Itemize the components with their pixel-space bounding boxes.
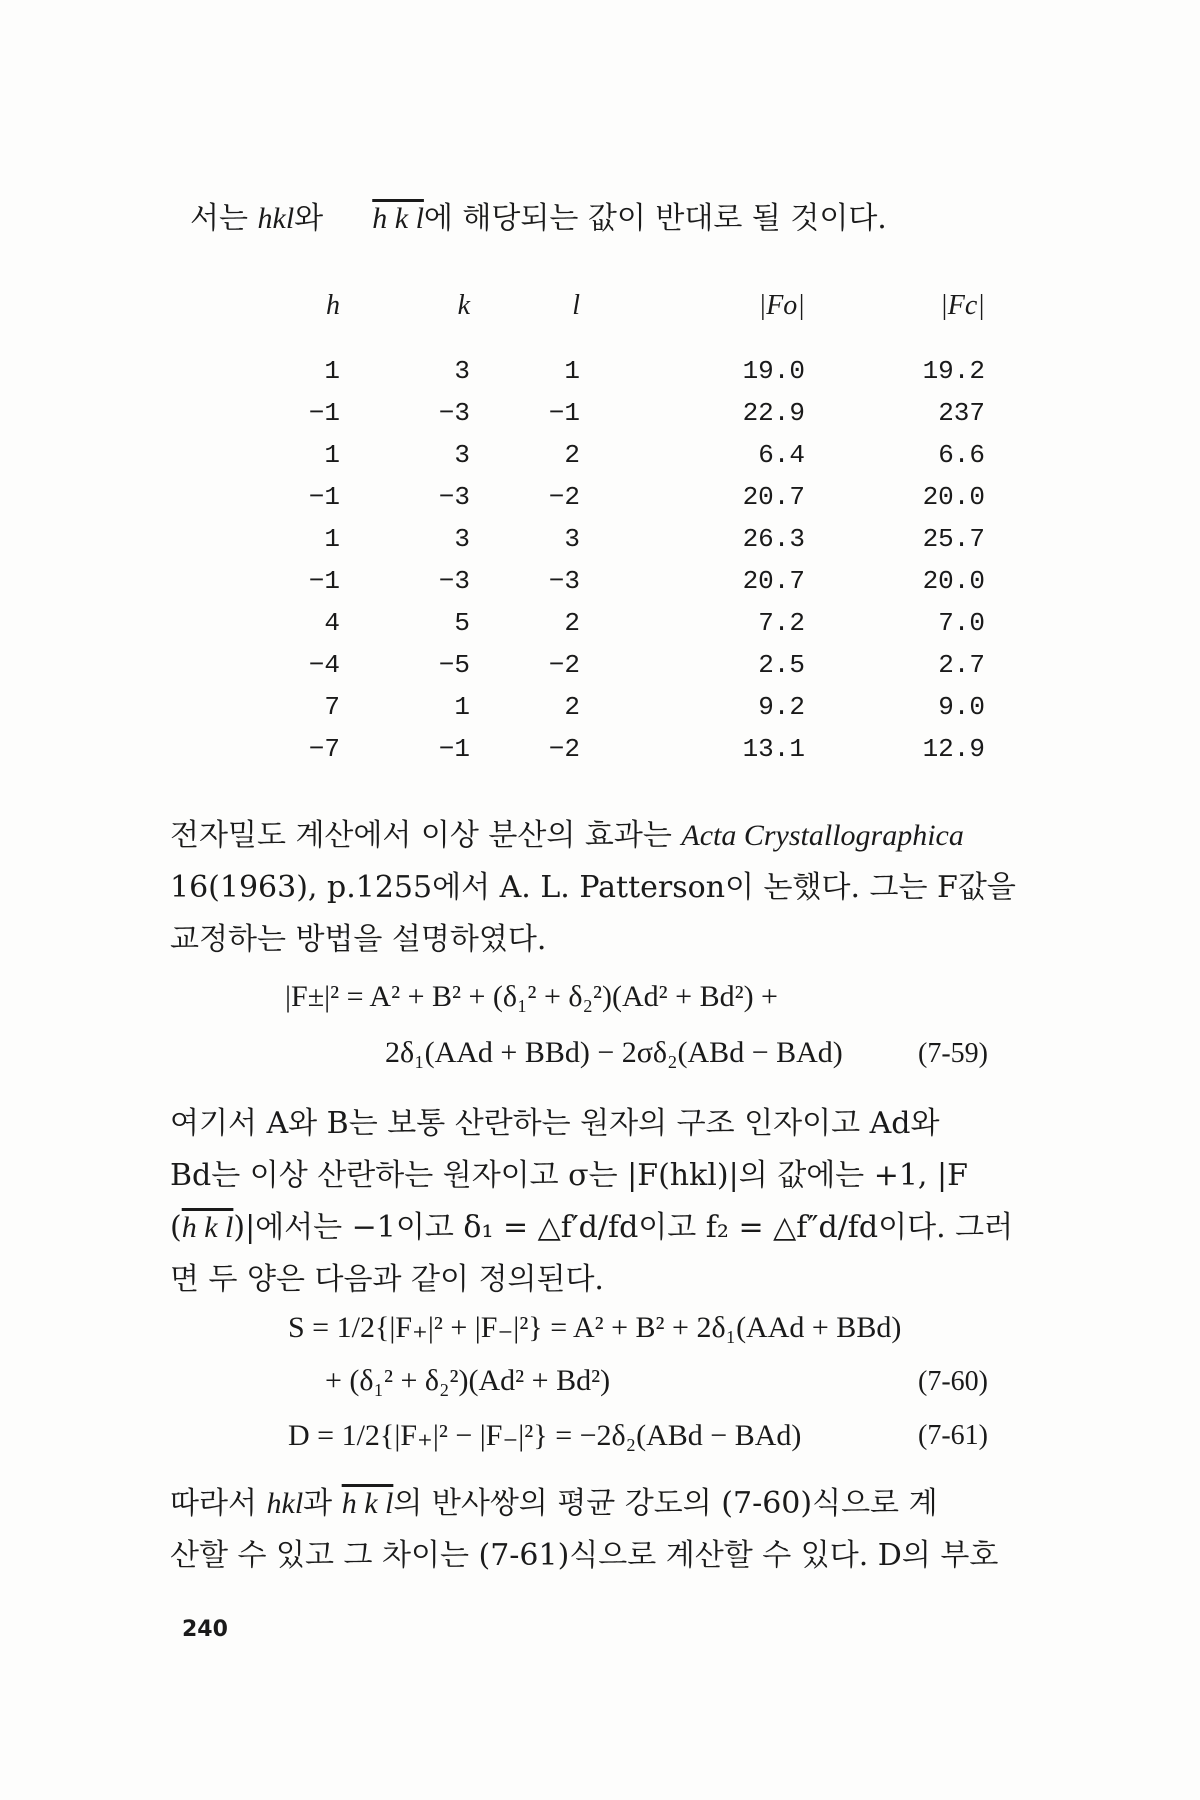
cell-l: 2	[564, 692, 580, 722]
header-fc: |Fc|	[940, 290, 985, 321]
para3-line2: 산할 수 있고 그 차이는 (7-61)식으로 계산할 수 있다. D의 부호	[170, 1538, 999, 1573]
table-row	[280, 686, 985, 728]
para1-line2: 16(1963), p.1255에서 A. L. Patterson이 논했다. 그는 F값을	[170, 870, 1016, 905]
cell-h: 1	[324, 440, 340, 470]
cell-k: −3	[438, 566, 470, 596]
header-l: l	[572, 290, 580, 321]
cell-fo: 9.2	[758, 692, 805, 722]
cell-fc: 20.0	[922, 482, 985, 512]
cell-fc: 2.7	[938, 650, 985, 680]
cell-l: −3	[548, 566, 580, 596]
intro-text-1: 서는	[190, 201, 248, 236]
cell-l: −2	[548, 482, 580, 512]
header-k: k	[457, 290, 470, 321]
intro-line	[190, 193, 887, 237]
paragraph-anomalous-dispersion	[170, 810, 1030, 966]
header-fo: |Fo|	[758, 290, 805, 321]
cell-fc: 12.9	[922, 734, 985, 764]
cell-l: 1	[564, 356, 580, 386]
equation-7-60-line2: + (δ₁² + δ₂²)(Ad² + Bd²)	[325, 1364, 611, 1397]
equation-7-59-line1: |F±|² = A² + B² + (δ₁² + δ₂²)(Ad² + Bd²) +	[285, 980, 778, 1013]
cell-k: −3	[438, 482, 470, 512]
para2-hkl-bar: h k l	[181, 1211, 234, 1244]
equation-number-7-60: (7-60)	[918, 1366, 988, 1397]
cell-h: 4	[324, 608, 340, 638]
cell-h: −4	[308, 650, 340, 680]
cell-h: 1	[324, 524, 340, 554]
cell-fo: 7.2	[758, 608, 805, 638]
equation-7-61-line1: D = 1/2{|F₊|² − |F₋|²} = −2δ₂(ABd − BAd)	[288, 1419, 802, 1452]
table-row	[280, 518, 985, 560]
equation-7-60-line1: S = 1/2{|F₊|² + |F₋|²} = A² + B² + 2δ₁(AAd + BBd)	[288, 1311, 902, 1344]
intro-hkl-bar: h k l	[372, 202, 424, 235]
cell-fo: 26.3	[742, 524, 805, 554]
cell-k: 3	[454, 356, 470, 386]
reflection-table	[280, 290, 985, 770]
paragraph-definitions	[170, 1098, 1030, 1306]
cell-h: −7	[308, 734, 340, 764]
cell-h: −1	[308, 566, 340, 596]
journal-title: Acta Crystallographica	[681, 819, 964, 852]
para3-line1: 따라서 hkl과 h k l의 반사쌍의 평균 강도의 (7-60)식으로 계	[170, 1486, 938, 1521]
table-row	[280, 434, 985, 476]
cell-k: 1	[454, 692, 470, 722]
para1-line1: 전자밀도 계산에서 이상 분산의 효과는 Acta Crystallographica	[170, 818, 964, 853]
cell-fo: 22.9	[742, 398, 805, 428]
para1-line3: 교정하는 방법을 설명하였다.	[170, 922, 547, 957]
cell-fo: 19.0	[742, 356, 805, 386]
table-row	[280, 728, 985, 770]
cell-fo: 13.1	[742, 734, 805, 764]
para2-line2: Bd는 이상 산란하는 원자이고 σ는 |F(hkl)|의 값에는 +1, |F	[170, 1158, 968, 1193]
para3-hkl: hkl	[266, 1487, 304, 1520]
cell-h: 1	[324, 356, 340, 386]
equation-number-7-59: (7-59)	[918, 1038, 988, 1069]
para2-line1: 여기서 A와 B는 보통 산란하는 원자의 구조 인자이고 Ad와	[170, 1106, 940, 1141]
table-header-row	[280, 290, 985, 350]
cell-fc: 20.0	[922, 566, 985, 596]
cell-k: −1	[438, 734, 470, 764]
cell-l: 3	[564, 524, 580, 554]
equation-number-7-61: (7-61)	[918, 1420, 988, 1451]
paragraph-conclusion	[170, 1478, 1030, 1582]
table-row	[280, 476, 985, 518]
cell-fc: 25.7	[922, 524, 985, 554]
cell-l: −2	[548, 734, 580, 764]
cell-fo: 6.4	[758, 440, 805, 470]
cell-l: −1	[548, 398, 580, 428]
cell-fc: 237	[938, 398, 985, 428]
cell-l: −2	[548, 650, 580, 680]
cell-k: −3	[438, 398, 470, 428]
para3-hkl-bar: h k l	[341, 1487, 394, 1520]
header-h: h	[326, 290, 340, 321]
table-row	[280, 602, 985, 644]
cell-k: 5	[454, 608, 470, 638]
cell-fo: 20.7	[742, 566, 805, 596]
equation-7-59-line2: 2δ₁(AAd + BBd) − 2σδ₂(ABd − BAd)	[385, 1036, 843, 1069]
cell-fc: 7.0	[938, 608, 985, 638]
intro-text-2: 와	[294, 201, 324, 236]
para2-line4: 면 두 양은 다음과 같이 정의된다.	[170, 1262, 604, 1297]
table-row	[280, 560, 985, 602]
cell-fc: 9.0	[938, 692, 985, 722]
table-row	[280, 392, 985, 434]
cell-l: 2	[564, 608, 580, 638]
cell-fc: 19.2	[922, 356, 985, 386]
cell-k: 3	[454, 524, 470, 554]
cell-fo: 20.7	[742, 482, 805, 512]
page-number: 240	[182, 1617, 228, 1642]
cell-h: −1	[308, 398, 340, 428]
table-row	[280, 644, 985, 686]
table-row	[280, 350, 985, 392]
cell-k: −5	[438, 650, 470, 680]
cell-fc: 6.6	[938, 440, 985, 470]
intro-hkl: hkl	[257, 202, 295, 235]
cell-fo: 2.5	[758, 650, 805, 680]
cell-h: 7	[324, 692, 340, 722]
cell-l: 2	[564, 440, 580, 470]
para2-line3: (h k l)|에서는 −1이고 δ₁ = △f′d/fd이고 f₂ = △f″d/fd이다. 그러	[170, 1210, 1014, 1245]
cell-h: −1	[308, 482, 340, 512]
intro-text-3: 에 해당되는 값이 반대로 될 것이다.	[423, 201, 887, 236]
cell-k: 3	[454, 440, 470, 470]
